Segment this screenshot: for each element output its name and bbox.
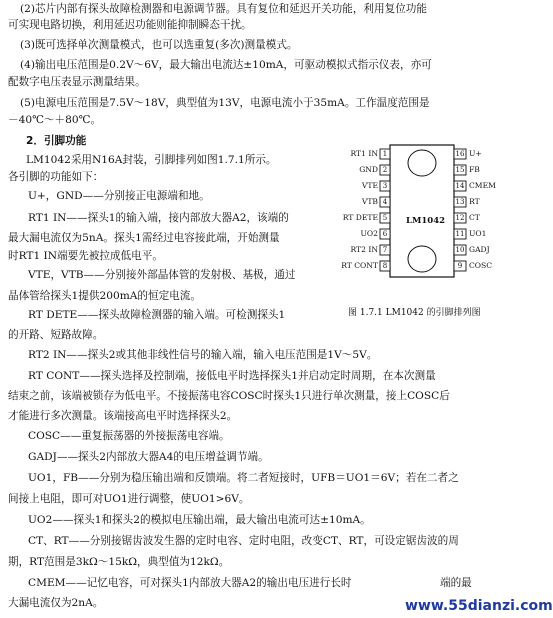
pin-number: 15 xyxy=(455,166,465,174)
text-line: 才能进行多次测量。该端接高电平时选择探头2。 xyxy=(8,410,238,422)
text-line: 间接上电阻，即可对UO1进行调整，使UO1>6V。 xyxy=(8,493,250,505)
text-line: 结束之前，该端被锁存为低电平。不接振荡电容COSC时探头1只进行单次测量，接上COSC后 xyxy=(8,390,450,402)
text-line: UO2——探头1和探头2的模拟电压输出端，最大输出电流可达±10mA。 xyxy=(28,514,371,526)
text-line: 各引脚的功能如下： xyxy=(8,171,104,183)
text-line: GADJ——探头2内部放大器A4的电压增益调节端。 xyxy=(28,451,269,463)
text-line: 期，RT范围是3kΩ～15kΩ，典型值为12kΩ。 xyxy=(8,556,230,568)
pin-number: 7 xyxy=(382,246,388,254)
text-line: 的开路、短路故障。 xyxy=(8,329,104,341)
pin-number: 2 xyxy=(382,166,388,174)
watermark: www.55dianzi.com xyxy=(405,598,553,614)
pin-label: CMEM xyxy=(469,181,496,190)
text-line: VTE，VTB——分别接外部晶体管的发射极、基极，通过 xyxy=(28,269,296,281)
pin-label: VTE xyxy=(361,181,378,190)
pin-number: 14 xyxy=(455,182,465,190)
text-line: －40℃～＋80℃。 xyxy=(8,114,102,126)
pin-label: RT xyxy=(469,197,480,206)
pin-label: FB xyxy=(469,165,480,174)
text-line: RT1 IN——探头1的输入端，接内部放大器A2，该端的 xyxy=(28,212,289,224)
pin-number: 9 xyxy=(457,262,463,270)
text-line: 大漏电流仅为2nA。 xyxy=(8,597,104,609)
pin-label: GADJ xyxy=(469,245,490,254)
text-line: 时RT1 IN端要先被拉成低电平。 xyxy=(8,250,163,262)
text-line: (2)芯片内部有探头故障检测器和电源调节器。具有复位和延迟开关功能，利用复位功能 xyxy=(20,3,427,15)
text-line: (4)输出电压范围是0.2V～6V，最大输出电流达±10mA，可驱动模拟式指示仪表，亦可 xyxy=(20,59,432,71)
text-line: CT、RT——分别接锯齿波发生器的定时电容、定时电阻，改变CT、RT，可设定锯齿波的周 xyxy=(28,535,459,547)
section-heading: 2．引脚功能 xyxy=(26,135,87,147)
text-line: CMEM——记忆电容，可对探头1内部放大器A2的输出电压进行长时 xyxy=(28,577,352,589)
pin-label: CT xyxy=(469,213,480,222)
pin-number: 16 xyxy=(455,150,465,158)
pin-number: 5 xyxy=(382,214,388,222)
text-line: COSC——重复振荡器的外接振荡电容端。 xyxy=(28,430,230,442)
pin-label: VTB xyxy=(361,197,378,206)
text-line: 端的最 xyxy=(440,577,472,589)
text-line: RT DETE——探头故障检测器的输入端。可检测探头1 xyxy=(28,309,286,321)
pin-label: RT CONT xyxy=(341,261,378,270)
text-line: RT2 IN——探头2或其他非线性信号的输入端，输入电压范围是1V～5V。 xyxy=(28,349,378,361)
text-line: (3)既可选择单次测量模式，也可以选重复(多次)测量模式。 xyxy=(20,39,298,51)
pin-label: GND xyxy=(359,165,378,174)
pin-number: 1 xyxy=(382,150,388,158)
pin-number: 12 xyxy=(455,214,465,222)
text-line: 最大漏电流仅为5nA。探头1需经过电容接此端，开始测量 xyxy=(8,232,280,244)
pinout-figure xyxy=(340,143,508,323)
text-line: 晶体管给探头1提供200mA的恒定电流。 xyxy=(8,290,201,302)
pin-number: 13 xyxy=(455,198,465,206)
text-line: (5)电源电压范围是7.5V～18V，典型值为13V，电源电流小于35mA。工作温度范围是 xyxy=(20,97,430,109)
figure-caption: 图 1.7.1 LM1042 的引脚排列图 xyxy=(348,308,481,318)
pin-label: UO1 xyxy=(469,229,487,238)
text-line: LM1042采用N16A封装，引脚排列如图1.7.1所示。 xyxy=(26,154,277,166)
text-line: UO1，FB——分别为稳压输出端和反馈端。将二者短接时，UFB＝UO1＝6V；若在二者之 xyxy=(28,472,459,484)
pin-label: RT1 IN xyxy=(350,149,378,158)
pin-label: COSC xyxy=(469,261,493,270)
pin-label: U+ xyxy=(469,149,482,158)
pin-number: 8 xyxy=(382,262,388,270)
text-line: 可实现电路切换，利用延迟功能则能抑制瞬态干扰。 xyxy=(8,19,252,31)
pin-label: RT2 IN xyxy=(350,245,378,254)
pin-label: RT DETE xyxy=(342,213,378,222)
text-line: RT CONT——探头选择及控制端，接低电平时选择探头1并启动定时周期，在本次测量 xyxy=(28,370,436,382)
text-line: 配数字电压表显示测量结果。 xyxy=(8,76,146,88)
chip-label: LM1042 xyxy=(406,216,446,226)
pin-number: 4 xyxy=(382,198,388,206)
pin-number: 10 xyxy=(455,246,465,254)
text-line: U+，GND——分别接正电源端和地。 xyxy=(28,190,210,202)
pin-number: 6 xyxy=(382,230,388,238)
pin-label: UO2 xyxy=(360,229,378,238)
pin-number: 3 xyxy=(382,182,388,190)
pin-number: 11 xyxy=(455,230,465,238)
